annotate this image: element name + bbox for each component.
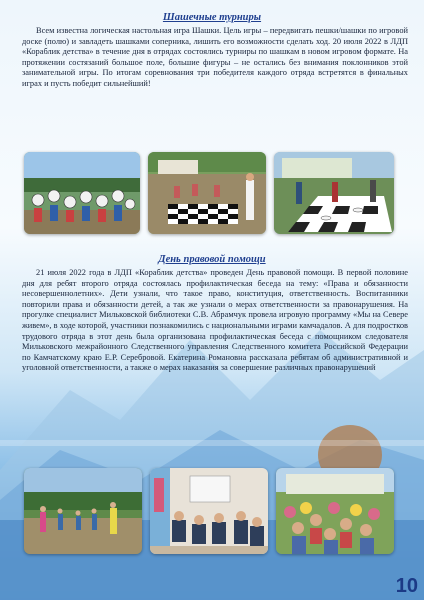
photo-classroom-talk [150, 468, 268, 554]
section-title-legal-aid: День правовой помощи [158, 254, 266, 265]
photo-giant-checkers [274, 152, 394, 234]
checkers-article-text: Всем известна логическая настольная игра Шашки. Цель игры – передвигать пешки/шашки по игровой доске (полю) и завладеть шашками соперника, лишить его возможности сделать ход. 20 июля 2022 в ЛДП «Кораблик детства» в течение дня в отрядах состоялись турниры по шашкам в новом игровом формате. На протяжении состязаний большое поле, большие фигуры – не остались без внимания поклонников этой занимательной игры. По итогам соревнования три победителя каждого отряда встретятся в финальных играх и пусть победит сильнейший! [22, 26, 408, 88]
photo-row-legal-aid [24, 468, 394, 554]
page-number: 10 [395, 575, 418, 597]
section-title-checkers: Шашечные турниры [162, 12, 262, 23]
photo-checkers-board-field [148, 152, 266, 234]
photo-outdoor-games [24, 468, 142, 554]
photo-children-group [276, 468, 394, 554]
legal-aid-article-text: 21 июля 2022 года в ЛДП «Кораблик детства» проведен День правовой помощи. В первой половине дня для ребят второго отряда состоялась профилактическая беседа на тему: «Права и обязанности несовершеннолетних». Дети узнали, что такое право, конституция, ответственность. Воспитанники повторили права и обязанности детей, а так же узнали о мерах ответственности за правонарушения. На прогулке специалист Мильковской библиотеки С.В. Абрамчук провела игровую программу «Мы на Севере живем», в ходе которой, участники познакомились с национальными играми камчадалов. А для подростков трудового отряда в этот день была организована профилактическая беседа с помощником следователя Мильковского межрайонного Следственного управления Следственного комитета Российской Федерации по Камчатскому краю Е.Р. Серебровой. Екатерина Романовна рассказала ребятам об административной и уголовной ответственности, а также о мерах наказания за совершение различных правонарушений [22, 268, 408, 373]
photo-row-checkers [24, 152, 394, 234]
photo-children-with-plates [24, 152, 140, 234]
